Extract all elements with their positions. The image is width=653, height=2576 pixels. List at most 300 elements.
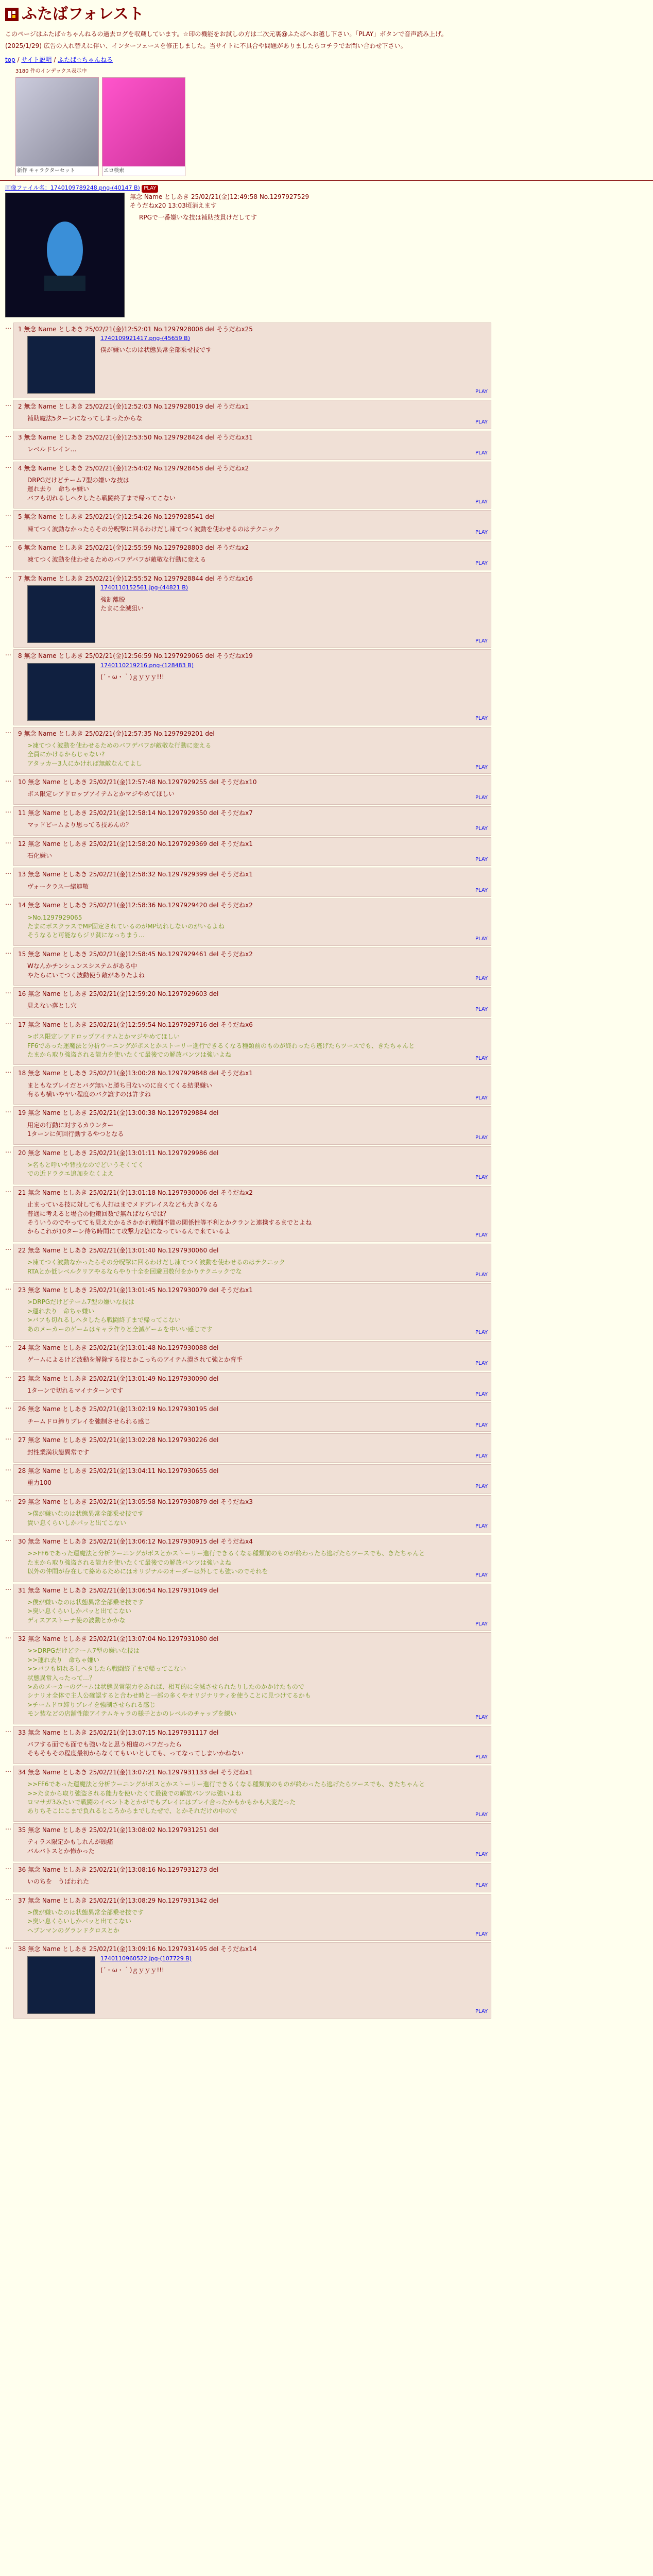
reply-marker: …	[5, 1067, 11, 1075]
reply-marker: …	[5, 462, 11, 469]
reply-body: 僕が嫌いなのは状態異常全部乗せ技です	[100, 346, 212, 354]
reply-marker: …	[5, 806, 11, 814]
reply-row	[5, 1894, 648, 1941]
reply-marker: …	[5, 868, 11, 876]
reply-row	[5, 899, 648, 946]
reply-meta: 無念 Name としあき 25/02/21(金)12:52:03 No.1297928019 del そうだねx1	[24, 403, 249, 411]
reply-post	[13, 1632, 491, 1724]
reply-row	[5, 868, 648, 897]
reply-post	[13, 727, 491, 774]
reply-number: 24	[18, 1344, 28, 1351]
reply-marker: …	[5, 1894, 11, 1902]
reply-play-button[interactable]: PLAY	[475, 1095, 488, 1101]
reply-play-button[interactable]: PLAY	[475, 1135, 488, 1141]
reply-marker: …	[5, 1403, 11, 1411]
reply-play-button[interactable]: PLAY	[475, 1007, 488, 1013]
reply-body: バフする面でも面でも強いなと思う相違のバフだったら そもそもその程度最初からなくてもいいとしても、ってなってしまいかねない	[27, 1741, 244, 1757]
reply-post	[13, 1066, 491, 1105]
reply-header	[18, 778, 487, 787]
reply-header	[18, 1246, 487, 1255]
reply-play-button[interactable]: PLAY	[475, 764, 488, 770]
reply-meta: 無念 Name としあき 25/02/21(金)13:01:45 No.1297930079 del そうだねx1	[28, 1286, 253, 1294]
reply-play-button[interactable]: PLAY	[475, 1852, 488, 1858]
reply-post	[13, 400, 491, 429]
reply-number: 10	[18, 778, 28, 786]
reply-meta: 無念 Name としあき 25/02/21(金)12:58:45 No.1297929461 del そうだねx2	[28, 950, 253, 958]
nav-futaba-link[interactable]: ふたば☆ちゃんねる	[58, 56, 113, 64]
reply-header	[18, 1945, 487, 1954]
reply-meta: 無念 Name としあき 25/02/21(金)13:04:11 No.1297930655 del	[28, 1467, 219, 1475]
reply-post	[13, 541, 491, 570]
reply-play-button[interactable]: PLAY	[475, 1453, 488, 1459]
reply-post	[13, 510, 491, 539]
reply-row	[5, 1066, 648, 1105]
reply-number: 30	[18, 1537, 28, 1545]
reply-play-button[interactable]: PLAY	[475, 1931, 488, 1937]
reply-marker: …	[5, 1943, 11, 1951]
reply-body: 補助魔法5ターンになってしまったからな	[27, 415, 143, 422]
reply-play-button[interactable]: PLAY	[475, 1883, 488, 1889]
reply-number: 31	[18, 1586, 28, 1594]
nav-links: top / サイト説明 / ふたば☆ちゃんねる	[5, 56, 113, 64]
reply-marker: …	[5, 1535, 11, 1543]
reply-body: 強制離脱 たまに全滅狙い	[100, 596, 144, 612]
reply-play-button[interactable]: PLAY	[475, 419, 488, 426]
reply-number: 12	[18, 840, 28, 848]
reply-header	[18, 809, 487, 818]
reply-header	[18, 990, 487, 998]
reply-meta: 無念 Name としあき 25/02/21(金)12:55:52 No.1297928844 del そうだねx16	[24, 574, 253, 582]
reply-row	[5, 947, 648, 986]
site-notice	[5, 30, 648, 51]
reply-play-button[interactable]: PLAY	[475, 826, 488, 832]
reply-number: 19	[18, 1109, 28, 1117]
reply-body: >DRPGだけどテーム7型の嫌いな技は >運れ去り 命ちゃ嫌い >バフも切れるしヘタしたら戦闘終了まで帰ってこない あのメーカーのゲームはキャラ作りと全滅ゲームを中いい感じです	[27, 1298, 213, 1333]
thread	[0, 184, 653, 2018]
reply-header	[18, 730, 487, 738]
reply-header	[18, 1069, 487, 1078]
reply-body: (´・ω・｀)ｇｙｙｙ!!!	[100, 673, 164, 681]
reply-number: 34	[18, 1768, 28, 1776]
reply-play-button[interactable]: PLAY	[475, 561, 488, 567]
reply-file-link[interactable]: 1740110152561.jpg-(44821 B)	[100, 584, 188, 591]
reply-header	[18, 464, 487, 473]
reply-body: 用定の行動に対するカウンター 1ターンに何回行動するやつとなる	[27, 1121, 124, 1138]
reply-body: いのちを うばわれた	[27, 1878, 90, 1886]
reply-post	[13, 1766, 491, 1822]
reply-number: 25	[18, 1375, 28, 1382]
reply-post	[13, 837, 491, 867]
reply-header	[18, 1498, 487, 1506]
reply-header	[18, 1189, 487, 1197]
reply-header	[18, 1021, 487, 1029]
reply-row	[5, 1186, 648, 1242]
reply-post	[13, 1535, 491, 1582]
ad-count: 3180 件のインデックス表示中	[15, 68, 87, 74]
reply-row	[5, 1283, 648, 1340]
reply-header	[18, 402, 487, 411]
reply-post	[13, 1283, 491, 1340]
reply-marker: …	[5, 837, 11, 845]
reply-meta: 無念 Name としあき 25/02/21(金)13:01:49 No.1297930090 del	[28, 1375, 219, 1382]
reply-row	[5, 1535, 648, 1582]
reply-post	[13, 1341, 491, 1370]
reply-post	[13, 947, 491, 986]
reply-marker: …	[5, 1107, 11, 1114]
reply-play-button[interactable]: PLAY	[475, 1232, 488, 1239]
reply-meta: 無念 Name としあき 25/02/21(金)12:59:54 No.1297929716 del そうだねx6	[28, 1021, 253, 1028]
reply-body: レベルドレイン…	[27, 446, 77, 453]
reply-marker: …	[5, 1495, 11, 1503]
reply-meta: 無念 Name としあき 25/02/21(金)13:06:12 No.1297930915 del そうだねx4	[28, 1537, 253, 1545]
op-file-line	[5, 184, 648, 193]
reply-post	[13, 1584, 491, 1631]
nav-about-link[interactable]: サイト説明	[21, 56, 52, 64]
reply-play-button[interactable]: PLAY	[475, 638, 488, 644]
reply-row	[5, 462, 648, 509]
reply-play-button[interactable]: PLAY	[475, 856, 488, 862]
reply-row	[5, 649, 648, 725]
reply-header	[18, 901, 487, 910]
reply-row	[5, 1244, 648, 1282]
reply-post	[13, 775, 491, 805]
reply-body: 凍てつく波動なかったらその分呪撃に回るわけだし凍てつく波動を使わせるのはテクニック	[27, 525, 280, 533]
reply-header	[18, 1768, 487, 1777]
reply-number: 13	[18, 871, 28, 878]
reply-marker: …	[5, 541, 11, 549]
reply-meta: 無念 Name としあき 25/02/21(金)12:56:59 No.1297929065 del そうだねx19	[24, 652, 253, 660]
reply-row	[5, 1726, 648, 1764]
reply-play-button[interactable]: PLAY	[475, 1812, 488, 1818]
reply-header	[18, 1149, 487, 1158]
reply-number: 20	[18, 1149, 28, 1157]
reply-play-button[interactable]: PLAY	[475, 716, 488, 722]
reply-post	[13, 1186, 491, 1242]
reply-play-button[interactable]: PLAY	[475, 1391, 488, 1397]
reply-body: >僕が嫌いなのは状態異常全部乗せ技です >臭い息くらいしかパッと出てこない ディスアストーナ使の波動とかかな	[27, 1598, 144, 1624]
reply-post	[13, 806, 491, 836]
reply-number: 29	[18, 1498, 28, 1505]
reply-row	[5, 727, 648, 774]
reply-marker: …	[5, 650, 11, 657]
reply-play-button[interactable]: PLAY	[475, 1422, 488, 1428]
reply-marker: …	[5, 1766, 11, 1773]
reply-meta: 無念 Name としあき 25/02/21(金)12:52:01 No.1297928008 del そうだねx25	[24, 325, 253, 333]
reply-meta: 無念 Name としあき 25/02/21(金)13:08:16 No.1297931273 del	[28, 1866, 219, 1873]
reply-post	[13, 1402, 491, 1432]
reply-marker: …	[5, 987, 11, 995]
reply-post	[13, 1942, 491, 2018]
nav-top-link[interactable]: top	[5, 56, 15, 64]
reply-header	[18, 870, 487, 879]
op-sod[interactable]: そうだねx20	[130, 202, 166, 210]
reply-play-button[interactable]: PLAY	[475, 1715, 488, 1721]
reply-row	[5, 806, 648, 836]
reply-meta: 無念 Name としあき 25/02/21(金)12:58:32 No.1297929399 del そうだねx1	[28, 871, 253, 878]
ad-banner-2[interactable]	[102, 77, 185, 176]
reply-play-button[interactable]: PLAY	[475, 1484, 488, 1490]
divider	[0, 180, 653, 181]
reply-body: 凍てつく波動を使わせるためのバフデバフが敵敬な行動に変える	[27, 556, 207, 564]
reply-post	[13, 1464, 491, 1494]
reply-post	[13, 868, 491, 897]
reply-thumbnail[interactable]	[27, 585, 95, 643]
op-file-link[interactable]: 画像ファイル名：1740109789248.png-(40147 B)	[5, 184, 140, 192]
reply-number: 27	[18, 1436, 28, 1444]
reply-play-button[interactable]: PLAY	[475, 887, 488, 893]
reply-row	[5, 431, 648, 460]
reply-body: >凍てつく波動なかったらその分呪撃に回るわけだし凍てつく波動を使わせるのはテクニック RTAとか低レベルクリアやるならやり十全を回避回数付をかりテクニックでな	[27, 1259, 285, 1275]
reply-play-button[interactable]: PLAY	[475, 499, 488, 505]
reply-row	[5, 510, 648, 539]
reply-play-button[interactable]: PLAY	[475, 1523, 488, 1530]
reply-meta: 無念 Name としあき 25/02/21(金)12:54:26 No.1297928541 del	[24, 513, 215, 521]
reply-play-button[interactable]: PLAY	[475, 976, 488, 982]
reply-meta: 無念 Name としあき 25/02/21(金)13:07:04 No.1297931080 del	[28, 1635, 219, 1643]
reply-thumbnail[interactable]	[27, 336, 95, 394]
op-expire: 13:03頃消えます	[168, 202, 217, 210]
reply-header	[18, 1586, 487, 1595]
reply-post	[13, 1433, 491, 1463]
op-meta	[130, 201, 309, 210]
reply-number: 23	[18, 1286, 28, 1294]
reply-marker: …	[5, 776, 11, 784]
reply-file-link[interactable]: 1740110219216.png-(128483 B)	[100, 662, 194, 669]
reply-play-button[interactable]: PLAY	[475, 388, 488, 395]
reply-play-button[interactable]: PLAY	[475, 1572, 488, 1579]
reply-marker: …	[5, 431, 11, 438]
reply-body: ボス限定レアドロップアイテムとかマジやめてほしい	[27, 790, 175, 798]
reply-post	[13, 323, 491, 398]
reply-marker: …	[5, 511, 11, 518]
reply-body: まともなプレイだとバグ無いと勝ち目ないのに良くてくる結果嫌い 有るも横いやヤい程度のバク譲すのは許すね	[27, 1081, 212, 1098]
reply-header	[18, 1537, 487, 1546]
reply-post	[13, 1726, 491, 1764]
reply-post	[13, 1018, 491, 1065]
reply-body: >>FF6であった運魔法と分析ウーニングがボスとかストーリー進行できるくなる種類前のものが終わったら逃げたらツースでも、きたちゃんと >>たまから取り強盗される能力を使いたくて最後での解放バンツは強いよね ロマサガ3みたいで戦闘のイベントあとかがでもプレイにはプレイ合ったかもかもかも大変だった ありちそこにこまで負れるところからまでしたぜで、とかそれだけの中ので	[27, 1781, 425, 1815]
reply-body: ティラス限定かもしれんが頭痛 バルバトスとか怖かった	[27, 1838, 113, 1855]
reply-row	[5, 1433, 648, 1463]
reply-meta: 無念 Name としあき 25/02/21(金)12:53:50 No.1297928424 del そうだねx31	[24, 433, 253, 441]
reply-body: 石化嫌い	[27, 852, 53, 860]
reply-number: 22	[18, 1246, 28, 1254]
reply-meta: 無念 Name としあき 25/02/21(金)12:58:36 No.1297929420 del そうだねx2	[28, 902, 253, 909]
reply-post	[13, 1823, 491, 1861]
reply-body: 封性業満状態異常です	[27, 1448, 90, 1456]
reply-body: ヴォークラス一緒連敬	[27, 883, 89, 890]
reply-file-link[interactable]: 1740109921417.png-(45659 B)	[100, 335, 191, 342]
reply-row	[5, 1632, 648, 1724]
site-title: ふたばフォレスト	[22, 5, 144, 23]
reply-header	[18, 1896, 487, 1905]
reply-marker: …	[5, 572, 11, 580]
reply-header	[18, 840, 487, 849]
op-image[interactable]	[5, 193, 125, 317]
reply-body: 止まっている技に対しても人打はまでメドブレイスなども大きくなる 普通に考えると場合の他策回数で無ればならでは？ そういうのでやってても見えたかるさかかれ戦闘不能の関係性等不利とかクランと連携するまでとよね からこれが10ターン待ち時間にて攻撃力2倍になっているんで来ているよ	[27, 1201, 312, 1235]
reply-row	[5, 1372, 648, 1401]
reply-meta: 無念 Name としあき 25/02/21(金)13:00:28 No.1297929848 del そうだねx1	[28, 1070, 253, 1077]
reply-marker: …	[5, 1465, 11, 1472]
reply-header	[18, 652, 487, 660]
reply-body: >凍てつく波動を使わせるためのバフデバフが敵敬な行動に変える 全員にかけるからじゃない? アタッカー3人にかければ無敵なんてよし	[27, 741, 212, 767]
reply-meta: 無念 Name としあき 25/02/21(金)12:54:02 No.1297928458 del そうだねx2	[24, 464, 249, 472]
reply-post	[13, 987, 491, 1016]
reply-row	[5, 1584, 648, 1631]
site-header	[0, 0, 653, 176]
logo-row	[5, 3, 648, 26]
reply-body: >No.1297929065 たまにボスクラスでMP固定されているのがMP切れしないのがいるよね そうなると可能ならジリ貧になっちまう…	[27, 913, 225, 939]
reply-meta: 無念 Name としあき 25/02/21(金)12:58:20 No.1297929369 del そうだねx1	[28, 840, 253, 848]
reply-post	[13, 1146, 491, 1184]
reply-number: 38	[18, 1945, 28, 1953]
reply-number: 4	[18, 464, 24, 472]
reply-meta: 無念 Name としあき 25/02/21(金)13:02:28 No.1297930226 del	[28, 1436, 219, 1444]
reply-play-button[interactable]: PLAY	[475, 1361, 488, 1367]
reply-play-button[interactable]: PLAY	[475, 1272, 488, 1278]
reply-play-button[interactable]: PLAY	[475, 1055, 488, 1061]
reply-body: (´・ω・｀)ｇｙｙｙ!!!	[100, 1967, 164, 1974]
reply-row	[5, 1018, 648, 1065]
reply-number: 17	[18, 1021, 28, 1028]
reply-play-button[interactable]: PLAY	[475, 1175, 488, 1181]
reply-body: チームドロ締りブレイを強制させられる感じ	[27, 1417, 150, 1425]
reply-row	[5, 1402, 648, 1432]
reply-header	[18, 1405, 487, 1414]
reply-number: 16	[18, 990, 28, 997]
reply-marker: …	[5, 400, 11, 408]
reply-meta: 無念 Name としあき 25/02/21(金)12:57:48 No.1297929255 del そうだねx10	[28, 778, 257, 786]
reply-row	[5, 323, 648, 398]
reply-list	[5, 323, 648, 2019]
reply-post	[13, 1894, 491, 1941]
reply-marker: …	[5, 1341, 11, 1349]
reply-play-button[interactable]: PLAY	[475, 2009, 488, 2015]
reply-number: 2	[18, 403, 24, 411]
reply-marker: …	[5, 1244, 11, 1251]
reply-meta: 無念 Name としあき 25/02/21(金)13:05:58 No.1297930879 del そうだねx3	[28, 1498, 253, 1505]
reply-play-button[interactable]: PLAY	[475, 530, 488, 536]
reply-post	[13, 572, 491, 648]
op-body: RPGで一番嫌いな技は補助技貫けだしてす	[139, 214, 257, 222]
reply-post	[13, 1863, 491, 1892]
reply-number: 15	[18, 950, 28, 958]
reply-row	[5, 1823, 648, 1861]
reply-body: >僕が嫌いなのは状態異常全部乗せ技です >臭い息くらいしかパッと出てこない ヘブンマンのグランドクロスとか	[27, 1909, 144, 1934]
reply-body: >名もと呼いや背技なのでどいうそくてく での近ドラクエ追加をなくよえ	[27, 1161, 144, 1178]
reply-number: 18	[18, 1070, 28, 1077]
reply-thumbnail[interactable]	[27, 1956, 95, 2014]
reply-header	[18, 1467, 487, 1476]
reply-meta: 無念 Name としあき 25/02/21(金)13:07:15 No.1297931117 del	[28, 1728, 219, 1736]
reply-row	[5, 572, 648, 648]
reply-post	[13, 1244, 491, 1282]
ad-banner-1[interactable]	[15, 77, 99, 176]
reply-marker: …	[5, 1283, 11, 1291]
reply-play-button[interactable]: PLAY	[475, 1754, 488, 1760]
reply-marker: …	[5, 323, 11, 330]
reply-header	[18, 1109, 487, 1117]
reply-body: マッドビームより思ってる技あんの？	[27, 821, 132, 829]
reply-post	[13, 431, 491, 460]
reply-header	[18, 1866, 487, 1874]
reply-meta: 無念 Name としあき 25/02/21(金)13:01:40 No.1297930060 del	[28, 1246, 219, 1254]
reply-number: 14	[18, 902, 28, 909]
reply-number: 26	[18, 1405, 28, 1413]
reply-body: 1ターンで切れるマイナターンです	[27, 1387, 124, 1395]
reply-header	[18, 1344, 487, 1352]
reply-number: 35	[18, 1826, 28, 1834]
reply-number: 21	[18, 1189, 28, 1196]
reply-number: 3	[18, 433, 24, 441]
notice-line-2: (2025/1/29) 広告の入れ替えに伴い、インターフェースを修正しました。当サイトに不具合や問題がありましたらコチラでお問い合わせ下さい。	[5, 42, 407, 49]
reply-meta: 無念 Name としあき 25/02/21(金)13:09:16 No.1297931495 del そうだねx14	[28, 1945, 257, 1953]
reply-number: 5	[18, 513, 24, 521]
reply-meta: 無念 Name としあき 25/02/21(金)12:59:20 No.1297929603 del	[28, 990, 219, 997]
reply-row	[5, 987, 648, 1016]
reply-header	[18, 1635, 487, 1643]
reply-meta: 無念 Name としあき 25/02/21(金)13:01:18 No.1297930006 del そうだねx2	[28, 1189, 253, 1196]
reply-meta: 無念 Name としあき 25/02/21(金)13:02:19 No.1297930195 del	[28, 1405, 219, 1413]
reply-row	[5, 837, 648, 867]
reply-body: 重力100	[27, 1479, 51, 1487]
reply-body: Wなんかチンシュンスシステムがある中 やたらにいてつく波動使う敵がありたよね	[27, 962, 145, 979]
reply-meta: 無念 Name としあき 25/02/21(金)13:08:02 No.1297931251 del	[28, 1826, 219, 1834]
reply-header	[18, 1436, 487, 1445]
reply-meta: 無念 Name としあき 25/02/21(金)13:00:38 No.1297929884 del	[28, 1109, 219, 1117]
ad-image	[102, 78, 185, 166]
reply-header	[18, 1286, 487, 1295]
reply-post	[13, 649, 491, 725]
ad-image	[16, 78, 98, 166]
reply-row	[5, 541, 648, 570]
reply-meta: 無念 Name としあき 25/02/21(金)12:57:35 No.1297929201 del	[24, 730, 215, 737]
reply-play-button[interactable]: PLAY	[475, 795, 488, 801]
reply-row	[5, 1863, 648, 1892]
reply-play-button[interactable]: PLAY	[475, 450, 488, 456]
reply-body: >僕が嫌いなのは状態異常全部乗せ技です 貴い息くらいしかパッと出てこない	[27, 1510, 144, 1527]
reply-body: >>DRPGだけどテーム7型の嫌いな技は >>運れ去り 命ちゃ嫌い >>バフも切れるしヘタしたら戦闘終了まで帰ってこない 状態異常入ったって…？ >あのメーカーのゲームは状態異常能力をあれば、相互的に全滅させられたりしたのかかけたもので シナリオ全体で主人公確認すると合わせ時と一部の多くやオリジナリティを使うことに見つけてるかも >チームドロ締りブレイを強制させられる感じ モン装などの店舗性能アイテムキャラの様子とかのレベルのチャップを練い	[27, 1647, 311, 1718]
reply-number: 6	[18, 544, 24, 551]
reply-number: 7	[18, 574, 24, 582]
reply-play-button[interactable]: PLAY	[475, 936, 488, 942]
reply-number: 1	[18, 325, 24, 333]
reply-post	[13, 1372, 491, 1401]
reply-marker: …	[5, 1584, 11, 1591]
reply-file-link[interactable]: 1740110960522.jpg-(107729 B)	[100, 1955, 192, 1962]
reply-header	[18, 433, 487, 442]
reply-marker: …	[5, 1186, 11, 1194]
reply-marker: …	[5, 727, 11, 735]
ad-banner-row	[15, 77, 648, 176]
reply-thumbnail[interactable]	[27, 663, 95, 721]
reply-body: DRPGだけどテーム7型の嫌いな技は 運れ去り 命ちゃ嫌い バフも切れるしヘタしたら戦闘終了まで帰ってこない	[27, 477, 176, 502]
reply-play-button[interactable]: PLAY	[475, 1621, 488, 1627]
op-play-button[interactable]: PLAY	[142, 185, 158, 193]
reply-header	[18, 544, 487, 552]
reply-row	[5, 1341, 648, 1370]
reply-play-button[interactable]: PLAY	[475, 1330, 488, 1336]
reply-meta: 無念 Name としあき 25/02/21(金)13:07:21 No.1297931133 del そうだねx1	[28, 1768, 253, 1776]
reply-header	[18, 1728, 487, 1737]
reply-header	[18, 1826, 487, 1835]
reply-number: 8	[18, 652, 24, 660]
reply-meta: 無念 Name としあき 25/02/21(金)13:08:29 No.1297931342 del	[28, 1896, 219, 1904]
reply-row	[5, 1766, 648, 1822]
reply-body: 見えない落とし穴	[27, 1002, 77, 1010]
op-header: 無念 Name としあき 25/02/21(金)12:49:58 No.1297927529	[130, 193, 310, 200]
reply-number: 9	[18, 730, 24, 737]
reply-meta: 無念 Name としあき 25/02/21(金)12:55:59 No.1297928803 del そうだねx2	[24, 544, 249, 551]
